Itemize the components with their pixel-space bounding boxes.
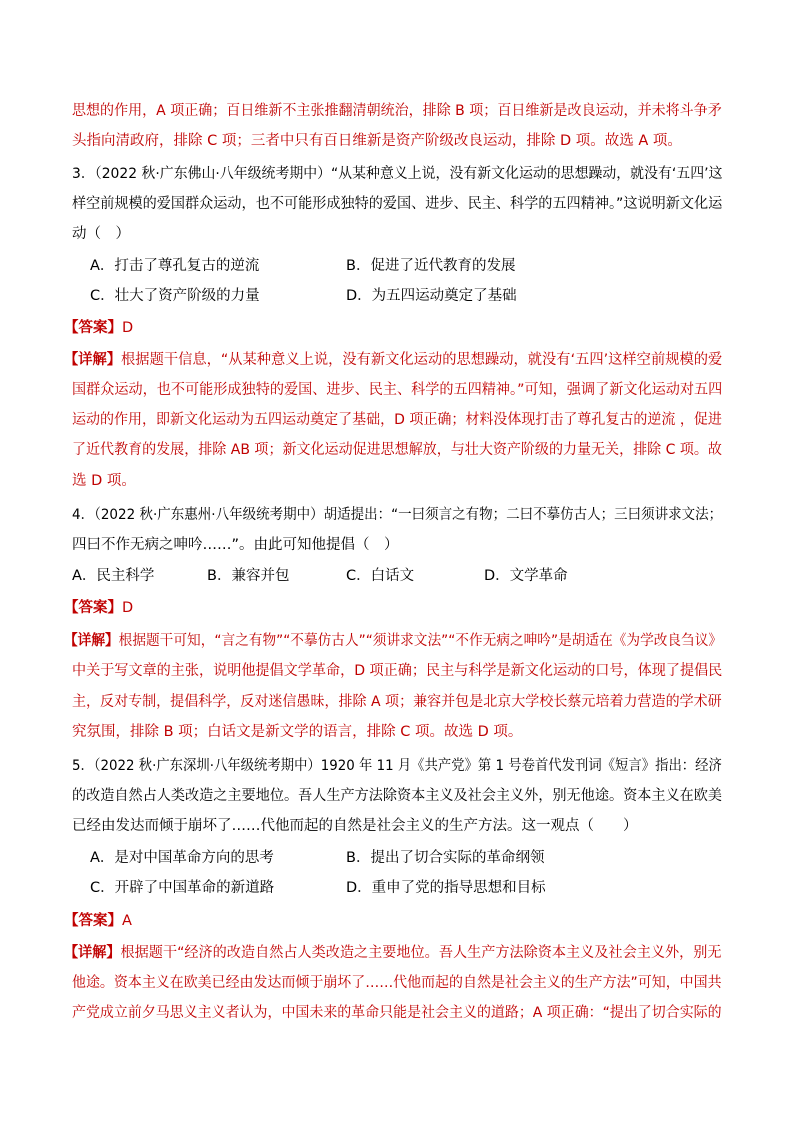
q4-stem-line-2: 四曰不作无病之呻吟……”。由此可知他提倡（ ） xyxy=(72,537,399,553)
explanation-text: 根据题干“经济的改造自然占人类改造之主要地位。吾人生产方法除资本主义及社会主义外，别无 xyxy=(120,945,722,961)
q5-option-a: A．是对中国革命方向的思考 xyxy=(90,850,274,866)
answer-value: D xyxy=(122,320,134,336)
explanation-tag: 【详解】 xyxy=(64,945,121,961)
q4-explanation-line-3: 主，反对专制，提倡科学，反对迷信愚昧，排除 A 项；兼容并包是北京大学校长蔡元培着力营造的学术研 xyxy=(72,694,722,710)
q3-option-d: D．为五四运动奠定了基础 xyxy=(346,288,517,304)
q3-stem-line-1: 3．（2022 秋·广东佛山·八年级统考期中）“从某种意义上说，没有新文化运动的思想躁动，就没有‘五四’这 xyxy=(72,166,723,182)
q4-option-d: D．文学革命 xyxy=(484,568,568,584)
q3-option-a: A．打击了尊孔复古的逆流 xyxy=(90,258,260,274)
q2-explanation-line-1: 思想的作用，A 项正确；百日维新不主张推翻清朝统治，排除 B 项；百日维新是改良运动，并未将斗争矛 xyxy=(72,103,722,119)
q5-option-b: B．提出了切合实际的革命纲领 xyxy=(346,850,545,866)
q5-explanation-line-1 xyxy=(64,943,722,963)
q4-explanation-line-2: 中关于写文章的主张，说明他提倡文学革命，D 项正确；民主与科学是新文化运动的口号，体现了提倡民 xyxy=(72,663,723,679)
explanation-text: 根据题干可知，“言之有物”“不摹仿古人”“须讲求文法”“不作无病之呻吟”是胡适在《为学改良刍议》 xyxy=(118,633,723,649)
q5-option-c: C．开辟了中国革命的新道路 xyxy=(90,880,275,896)
q5-stem-line-3: 已经由发达而倾于崩坏了……代他而起的自然是社会主义的生产方法。这一观点（ ） xyxy=(72,818,638,834)
q3-stem-line-3: 动（ ） xyxy=(72,226,130,242)
explanation-tag: 【详解】 xyxy=(64,352,122,368)
q4-explanation-line-4: 究氛围，排除 B 项；白话文是新文学的语言，排除 C 项。故选 D 项。 xyxy=(72,724,523,740)
answer-tag: 【答案】 xyxy=(64,600,122,616)
q3-option-c: C．壮大了资产阶级的力量 xyxy=(90,288,260,304)
q3-stem-line-2: 样空前规模的爱国群众运动，也不可能形成独特的爱国、进步、民主、科学的五四精神。”这说明新文化运 xyxy=(72,196,723,212)
q5-answer xyxy=(64,911,132,931)
q3-explanation-line-5: 选 D 项。 xyxy=(72,473,136,489)
q5-stem-line-1: 5．（2022 秋·广东深圳·八年级统考期中）1920 年 11 月《共产党》第 1 号卷首代发刊词《短言》指出：经济 xyxy=(72,758,722,774)
q4-stem-line-1: 4．（2022 秋·广东惠州·八年级统考期中）胡适提出：“一曰须言之有物；二曰不摹仿古人；三曰须讲求文法； xyxy=(72,507,723,523)
explanation-text: 根据题干信息，“从某种意义上说，没有新文化运动的思想躁动，就没有‘五四’这样空前规模的爱 xyxy=(121,352,723,368)
q4-option-c: C．白话文 xyxy=(346,568,415,584)
q3-explanation-line-3: 运动的作用，即新文化运动为五四运动奠定了基础，D 项正确；材料没体现打击了尊孔复古的逆流 ，促进 xyxy=(72,412,722,428)
answer-tag: 【答案】 xyxy=(64,320,122,336)
answer-value: D xyxy=(122,600,134,616)
q3-explanation-line-2: 国群众运动，也不可能形成独特的爱国、进步、民主、科学的五四精神。”可知，强调了新文化运动对五四 xyxy=(72,382,723,398)
q5-explanation-line-2: 他途。资本主义在欧美已经由发达而倾于崩坏了……代他而起的自然是社会主义的生产方法”可知，中国共 xyxy=(72,975,722,991)
q4-answer xyxy=(64,598,133,618)
q3-explanation-line-4: 了近代教育的发展，排除 AB 项；新文化运动促进思想解放，与壮大资产阶级的力量无关，排除 C 项。故 xyxy=(72,442,722,458)
q4-explanation-line-1 xyxy=(64,631,722,651)
q5-option-d: D．重申了党的指导思想和目标 xyxy=(346,880,546,896)
q5-explanation-line-3: 产党成立前夕马思义主义者认为，中国未来的革命只能是社会主义的道路；A 项正确：“提出了切合实际的 xyxy=(72,1005,722,1021)
explanation-tag: 【详解】 xyxy=(64,633,119,649)
q3-option-b: B．促进了近代教育的发展 xyxy=(346,258,516,274)
q4-option-b: B．兼容并包 xyxy=(207,568,290,584)
q5-stem-line-2: 的改造自然占人类改造之主要地位。吾人生产方法除资本主义及社会主义外，别无他途。资本主义在欧美 xyxy=(72,788,722,804)
q3-explanation-line-1 xyxy=(64,350,722,370)
q3-answer xyxy=(64,318,133,338)
answer-value: A xyxy=(122,913,132,929)
q4-option-a: A．民主科学 xyxy=(72,568,155,584)
q2-explanation-line-2: 头指向清政府，排除 C 项；三者中只有百日维新是资产阶级改良运动，排除 D 项。故选 A 项。 xyxy=(72,133,682,149)
answer-tag: 【答案】 xyxy=(64,913,122,929)
